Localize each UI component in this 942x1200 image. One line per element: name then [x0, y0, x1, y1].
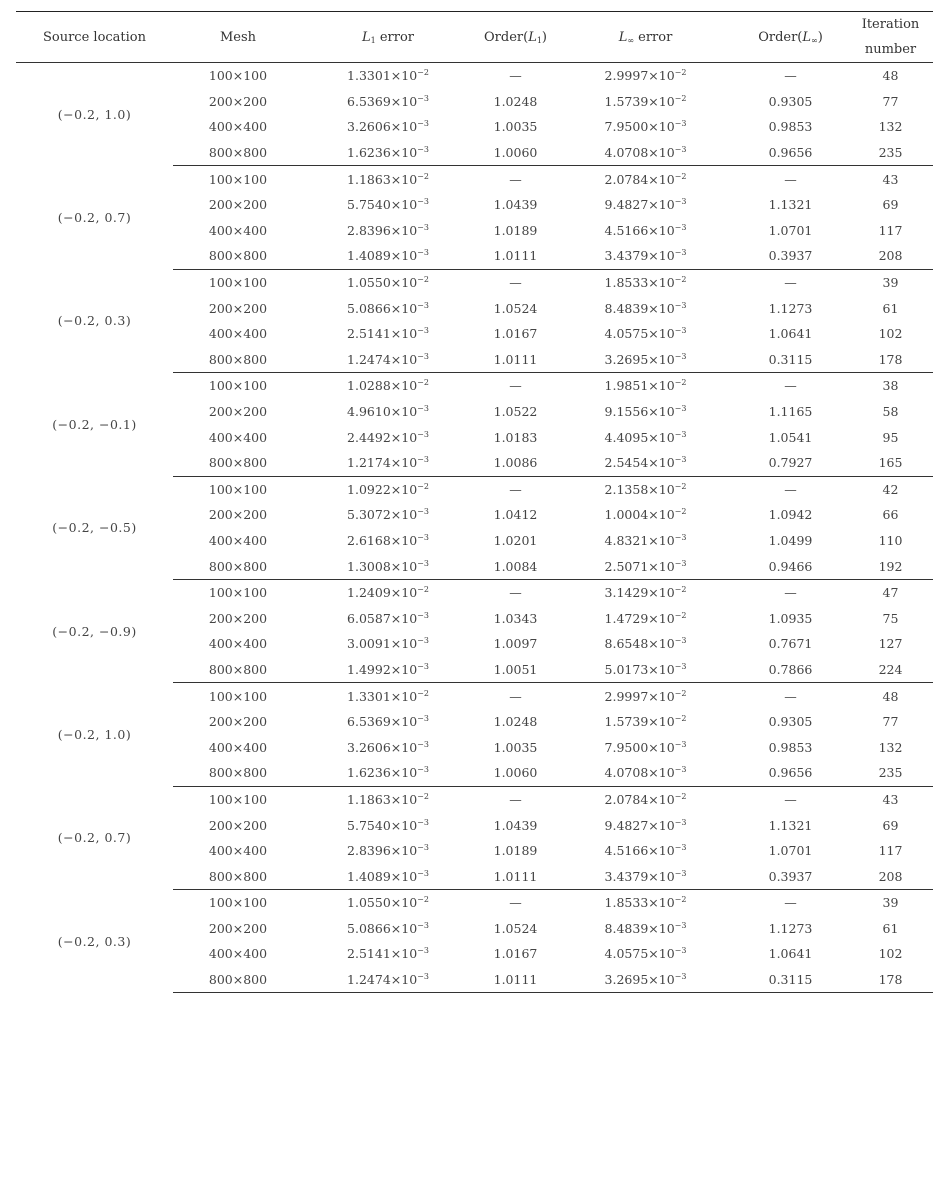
order-l1-cell: 1.0524 [493, 920, 538, 936]
l1-error-cell: $1.3008\times 10^{-3}$ [303, 553, 473, 579]
mesh-cell: 800×800 [173, 760, 303, 786]
source-location-cell: (−0.2, −0.9) [52, 623, 137, 639]
order-linf-cell: 1.0541 [768, 429, 813, 445]
order-l1-cell: — [509, 688, 522, 704]
l1-error-cell: $1.4089\times 10^{-3}$ [303, 863, 473, 889]
l1-error-cell: $5.7540\times 10^{-3}$ [347, 197, 429, 213]
mesh-cell: 100×100 [208, 378, 268, 394]
order-linf-cell: 1.0701 [768, 843, 813, 859]
order-linf-cell: 0.3115 [733, 347, 848, 373]
mesh-cell: 100×100 [208, 585, 268, 601]
l1-error-cell: $1.2174\times 10^{-3}$ [303, 450, 473, 476]
order-l1-cell: 1.0412 [493, 507, 538, 523]
mesh-cell: 400×400 [208, 429, 268, 445]
order-l1-cell: 1.0111 [473, 347, 558, 373]
order-l1-cell: — [509, 895, 522, 911]
mesh-cell: 200×200 [208, 197, 268, 213]
l1-error-cell: $1.6236\times 10^{-3}$ [303, 140, 473, 166]
iteration-cell: 235 [848, 760, 933, 786]
mesh-cell: 200×200 [208, 920, 268, 936]
linf-error-cell: $8.6548\times 10^{-3}$ [604, 636, 687, 652]
iteration-cell: 102 [878, 946, 903, 962]
mesh-cell: 800×800 [173, 450, 303, 476]
mesh-cell: 400×400 [208, 532, 268, 548]
l1-error-cell: $2.5141\times 10^{-3}$ [347, 946, 429, 962]
order-l1-cell: 1.0439 [493, 817, 538, 833]
iteration-cell: 127 [878, 636, 903, 652]
order-l1-cell: 1.0248 [493, 93, 538, 109]
l1-error-cell: $4.9610\times 10^{-3}$ [347, 404, 429, 420]
l1-error-cell: $2.5141\times 10^{-3}$ [347, 326, 429, 342]
iteration-cell: 178 [848, 967, 933, 993]
mesh-cell: 100×100 [208, 895, 268, 911]
l1-error-cell: $1.2409\times 10^{-2}$ [347, 585, 429, 601]
order-linf-cell: 1.1321 [768, 197, 813, 213]
linf-error-cell: $1.8533\times 10^{-2}$ [604, 275, 687, 291]
l1-error-cell: $1.0550\times 10^{-2}$ [347, 275, 429, 291]
iteration-cell: 178 [848, 347, 933, 373]
order-linf-cell: 0.7927 [733, 450, 848, 476]
mesh-cell: 400×400 [208, 222, 268, 238]
iteration-cell: 77 [882, 714, 899, 730]
source-location-cell: (−0.2, 0.3) [57, 933, 132, 949]
order-linf-cell: — [784, 688, 797, 704]
iteration-cell: 69 [882, 197, 899, 213]
mesh-cell: 100×100 [208, 791, 268, 807]
order-linf-cell: 0.3937 [733, 243, 848, 269]
order-l1-cell: — [509, 585, 522, 601]
linf-error-cell: $4.5166\times 10^{-3}$ [604, 843, 687, 859]
table-row [16, 890, 933, 916]
mesh-cell: 400×400 [208, 119, 268, 135]
order-l1-cell: 1.0189 [493, 222, 538, 238]
iteration-cell: 77 [882, 93, 899, 109]
linf-error-cell: $2.5071\times 10^{-3}$ [558, 553, 733, 579]
mesh-cell: 400×400 [208, 843, 268, 859]
iteration-cell: 224 [848, 657, 933, 683]
order-l1-cell: 1.0084 [473, 553, 558, 579]
linf-error-cell: $1.4729\times 10^{-2}$ [604, 610, 687, 626]
order-l1-cell: 1.0189 [493, 843, 538, 859]
order-l1-cell: 1.0035 [493, 739, 538, 755]
iteration-cell: 117 [878, 843, 903, 859]
iteration-cell: 39 [882, 895, 899, 911]
source-location-cell: (−0.2, 0.7) [57, 210, 132, 226]
header-linf-error: $L_\infty$ error [558, 12, 733, 63]
order-l1-cell: 1.0035 [493, 119, 538, 135]
mesh-cell: 800×800 [173, 657, 303, 683]
order-linf-cell: — [784, 171, 797, 187]
l1-error-cell: $2.8396\times 10^{-3}$ [347, 222, 429, 238]
order-linf-cell: 1.1273 [768, 920, 813, 936]
l1-error-cell: $5.7540\times 10^{-3}$ [347, 817, 429, 833]
l1-error-cell: $1.6236\times 10^{-3}$ [303, 760, 473, 786]
iteration-cell: 43 [882, 171, 899, 187]
l1-error-cell: $2.6168\times 10^{-3}$ [347, 532, 429, 548]
table-row [16, 166, 933, 192]
order-linf-cell: — [784, 378, 797, 394]
linf-error-cell: $1.5739\times 10^{-2}$ [604, 714, 687, 730]
mesh-cell: 800×800 [173, 863, 303, 889]
header-iteration-number: Iteration number [848, 12, 933, 63]
linf-error-cell: $4.5166\times 10^{-3}$ [604, 222, 687, 238]
order-linf-cell: 0.3937 [733, 863, 848, 889]
linf-error-cell: $4.0708\times 10^{-3}$ [558, 140, 733, 166]
source-location-cell: (−0.2, 1.0) [57, 726, 132, 742]
order-l1-cell: 1.0111 [473, 863, 558, 889]
linf-error-cell: $4.0575\times 10^{-3}$ [604, 946, 687, 962]
header-l1-error: $L_1$ error [303, 12, 473, 63]
l1-error-cell: $2.4492\times 10^{-3}$ [347, 429, 429, 445]
iteration-cell: 69 [882, 817, 899, 833]
order-l1-cell: 1.0060 [473, 760, 558, 786]
table-row [16, 476, 933, 502]
iteration-cell: 208 [848, 243, 933, 269]
mesh-cell: 400×400 [208, 946, 268, 962]
order-l1-cell: — [509, 791, 522, 807]
linf-error-cell: $9.4827\times 10^{-3}$ [604, 197, 687, 213]
mesh-cell: 200×200 [208, 507, 268, 523]
l1-error-cell: $1.3301\times 10^{-2}$ [347, 68, 429, 84]
mesh-cell: 200×200 [208, 817, 268, 833]
iteration-cell: 42 [882, 481, 899, 497]
linf-error-cell: $1.0004\times 10^{-2}$ [604, 507, 687, 523]
order-linf-cell: — [784, 68, 797, 84]
iteration-cell: 165 [848, 450, 933, 476]
linf-error-cell: $2.0784\times 10^{-2}$ [604, 171, 687, 187]
order-l1-cell: 1.0111 [473, 243, 558, 269]
order-l1-cell: 1.0111 [473, 967, 558, 993]
linf-error-cell: $2.9997\times 10^{-2}$ [604, 688, 687, 704]
linf-error-cell: $1.8533\times 10^{-2}$ [604, 895, 687, 911]
iteration-cell: 75 [882, 610, 899, 626]
l1-error-cell: $1.1863\times 10^{-2}$ [347, 171, 429, 187]
linf-error-cell: $4.4095\times 10^{-3}$ [604, 429, 687, 445]
linf-error-cell: $7.9500\times 10^{-3}$ [604, 119, 687, 135]
iteration-cell: 48 [882, 688, 899, 704]
order-linf-cell: 0.7866 [733, 657, 848, 683]
mesh-cell: 800×800 [173, 140, 303, 166]
order-l1-cell: 1.0167 [493, 946, 538, 962]
order-linf-cell: 1.1273 [768, 300, 813, 316]
table-row [16, 683, 933, 709]
source-location-cell: (−0.2, 0.3) [57, 313, 132, 329]
iteration-cell: 61 [882, 300, 899, 316]
order-linf-cell: 0.9466 [733, 553, 848, 579]
order-l1-cell: 1.0248 [493, 714, 538, 730]
source-location-cell: (−0.2, −0.5) [52, 520, 137, 536]
iteration-cell: 117 [878, 222, 903, 238]
iteration-cell: 38 [882, 378, 899, 394]
l1-error-cell: $3.2606\times 10^{-3}$ [347, 119, 429, 135]
mesh-cell: 800×800 [173, 553, 303, 579]
l1-error-cell: $5.0866\times 10^{-3}$ [347, 300, 429, 316]
iteration-cell: 58 [882, 404, 899, 420]
convergence-table [16, 12, 933, 993]
l1-error-cell: $1.3301\times 10^{-2}$ [347, 688, 429, 704]
l1-error-cell: $2.8396\times 10^{-3}$ [347, 843, 429, 859]
iteration-cell: 208 [848, 863, 933, 889]
order-linf-cell: — [784, 791, 797, 807]
iteration-cell: 235 [848, 140, 933, 166]
header-row [16, 12, 933, 63]
linf-error-cell: $7.9500\times 10^{-3}$ [604, 739, 687, 755]
source-location-cell: (−0.2, 0.7) [57, 830, 132, 846]
order-linf-cell: — [784, 481, 797, 497]
mesh-cell: 100×100 [208, 688, 268, 704]
l1-error-cell: $5.0866\times 10^{-3}$ [347, 920, 429, 936]
l1-error-cell: $3.2606\times 10^{-3}$ [347, 739, 429, 755]
iteration-cell: 102 [878, 326, 903, 342]
order-linf-cell: — [784, 275, 797, 291]
iteration-cell: 66 [882, 507, 899, 523]
order-linf-cell: 0.9305 [768, 714, 813, 730]
mesh-cell: 400×400 [208, 326, 268, 342]
table-row [16, 373, 933, 399]
order-linf-cell: 1.1321 [768, 817, 813, 833]
order-linf-cell: 0.9305 [768, 93, 813, 109]
mesh-cell: 400×400 [208, 636, 268, 652]
header-source: Source location [16, 12, 173, 63]
l1-error-cell: $6.0587\times 10^{-3}$ [347, 610, 429, 626]
iteration-cell: 110 [878, 532, 903, 548]
order-l1-cell: 1.0086 [473, 450, 558, 476]
l1-error-cell: $1.0288\times 10^{-2}$ [347, 378, 429, 394]
source-location-cell: (−0.2, −0.1) [52, 416, 137, 432]
linf-error-cell: $5.0173\times 10^{-3}$ [558, 657, 733, 683]
order-linf-cell: 0.9656 [733, 140, 848, 166]
table-row [16, 269, 933, 295]
linf-error-cell: $3.4379\times 10^{-3}$ [558, 243, 733, 269]
linf-error-cell: $2.5454\times 10^{-3}$ [558, 450, 733, 476]
order-linf-cell: 1.0641 [768, 326, 813, 342]
linf-error-cell: $2.9997\times 10^{-2}$ [604, 68, 687, 84]
iteration-cell: 95 [882, 429, 899, 445]
linf-error-cell: $8.4839\times 10^{-3}$ [604, 300, 687, 316]
order-l1-cell: 1.0343 [493, 610, 538, 626]
mesh-cell: 200×200 [208, 610, 268, 626]
header-order-linf: $Order(L_\infty)$ [733, 12, 848, 63]
order-linf-cell: 0.9853 [768, 739, 813, 755]
linf-error-cell: $4.8321\times 10^{-3}$ [604, 532, 687, 548]
mesh-cell: 200×200 [208, 93, 268, 109]
iteration-cell: 39 [882, 275, 899, 291]
l1-error-cell: $6.5369\times 10^{-3}$ [347, 93, 429, 109]
mesh-cell: 200×200 [208, 300, 268, 316]
mesh-cell: 100×100 [208, 171, 268, 187]
l1-error-cell: $1.4089\times 10^{-3}$ [303, 243, 473, 269]
mesh-cell: 400×400 [208, 739, 268, 755]
order-linf-cell: 1.1165 [768, 404, 813, 420]
linf-error-cell: $3.1429\times 10^{-2}$ [604, 585, 687, 601]
mesh-cell: 100×100 [208, 275, 268, 291]
linf-error-cell: $3.2695\times 10^{-3}$ [558, 967, 733, 993]
mesh-cell: 200×200 [208, 714, 268, 730]
l1-error-cell: $1.2474\times 10^{-3}$ [303, 347, 473, 373]
l1-error-cell: $1.0922\times 10^{-2}$ [347, 481, 429, 497]
mesh-cell: 100×100 [208, 481, 268, 497]
l1-error-cell: $6.5369\times 10^{-3}$ [347, 714, 429, 730]
order-linf-cell: 1.0641 [768, 946, 813, 962]
linf-error-cell: $4.0575\times 10^{-3}$ [604, 326, 687, 342]
order-l1-cell: — [509, 481, 522, 497]
order-l1-cell: 1.0183 [493, 429, 538, 445]
order-linf-cell: — [784, 895, 797, 911]
mesh-cell: 200×200 [208, 404, 268, 420]
l1-error-cell: $5.3072\times 10^{-3}$ [347, 507, 429, 523]
order-linf-cell: 0.3115 [733, 967, 848, 993]
iteration-cell: 192 [848, 553, 933, 579]
order-l1-cell: 1.0097 [493, 636, 538, 652]
iteration-cell: 48 [882, 68, 899, 84]
linf-error-cell: $9.1556\times 10^{-3}$ [604, 404, 687, 420]
order-l1-cell: 1.0060 [473, 140, 558, 166]
linf-error-cell: $3.2695\times 10^{-3}$ [558, 347, 733, 373]
linf-error-cell: $2.1358\times 10^{-2}$ [604, 481, 687, 497]
order-linf-cell: 0.9853 [768, 119, 813, 135]
order-linf-cell: 1.0701 [768, 222, 813, 238]
order-l1-cell: 1.0522 [493, 404, 538, 420]
table-body [16, 63, 933, 993]
order-l1-cell: 1.0524 [493, 300, 538, 316]
iteration-cell: 132 [878, 739, 903, 755]
mesh-cell: 800×800 [173, 967, 303, 993]
linf-error-cell: $1.9851\times 10^{-2}$ [604, 378, 687, 394]
order-linf-cell: 1.0499 [768, 532, 813, 548]
header-mesh: Mesh [173, 12, 303, 63]
l1-error-cell: $1.1863\times 10^{-2}$ [347, 791, 429, 807]
order-l1-cell: — [509, 378, 522, 394]
table-row [16, 579, 933, 605]
linf-error-cell: $3.4379\times 10^{-3}$ [558, 863, 733, 889]
l1-error-cell: $1.0550\times 10^{-2}$ [347, 895, 429, 911]
linf-error-cell: $2.0784\times 10^{-2}$ [604, 791, 687, 807]
iteration-cell: 132 [878, 119, 903, 135]
header-order-l1: $Order(L_1)$ [473, 12, 558, 63]
order-linf-cell: 1.0942 [768, 507, 813, 523]
table-row [16, 786, 933, 812]
order-l1-cell: 1.0051 [473, 657, 558, 683]
table-row [16, 63, 933, 89]
mesh-cell: 800×800 [173, 347, 303, 373]
l1-error-cell: $1.4992\times 10^{-3}$ [303, 657, 473, 683]
order-l1-cell: — [509, 68, 522, 84]
l1-error-cell: $3.0091\times 10^{-3}$ [347, 636, 429, 652]
order-l1-cell: 1.0439 [493, 197, 538, 213]
order-linf-cell: 0.9656 [733, 760, 848, 786]
order-l1-cell: 1.0201 [493, 532, 538, 548]
linf-error-cell: $1.5739\times 10^{-2}$ [604, 93, 687, 109]
mesh-cell: 100×100 [208, 68, 268, 84]
l1-error-cell: $1.2474\times 10^{-3}$ [303, 967, 473, 993]
iteration-cell: 47 [882, 585, 899, 601]
iteration-cell: 43 [882, 791, 899, 807]
order-l1-cell: — [509, 275, 522, 291]
linf-error-cell: $9.4827\times 10^{-3}$ [604, 817, 687, 833]
order-l1-cell: — [509, 171, 522, 187]
order-linf-cell: 0.7671 [768, 636, 813, 652]
mesh-cell: 800×800 [173, 243, 303, 269]
source-location-cell: (−0.2, 1.0) [57, 106, 132, 122]
order-l1-cell: 1.0167 [493, 326, 538, 342]
linf-error-cell: $8.4839\times 10^{-3}$ [604, 920, 687, 936]
linf-error-cell: $4.0708\times 10^{-3}$ [558, 760, 733, 786]
iteration-cell: 61 [882, 920, 899, 936]
order-linf-cell: 1.0935 [768, 610, 813, 626]
order-linf-cell: — [784, 585, 797, 601]
